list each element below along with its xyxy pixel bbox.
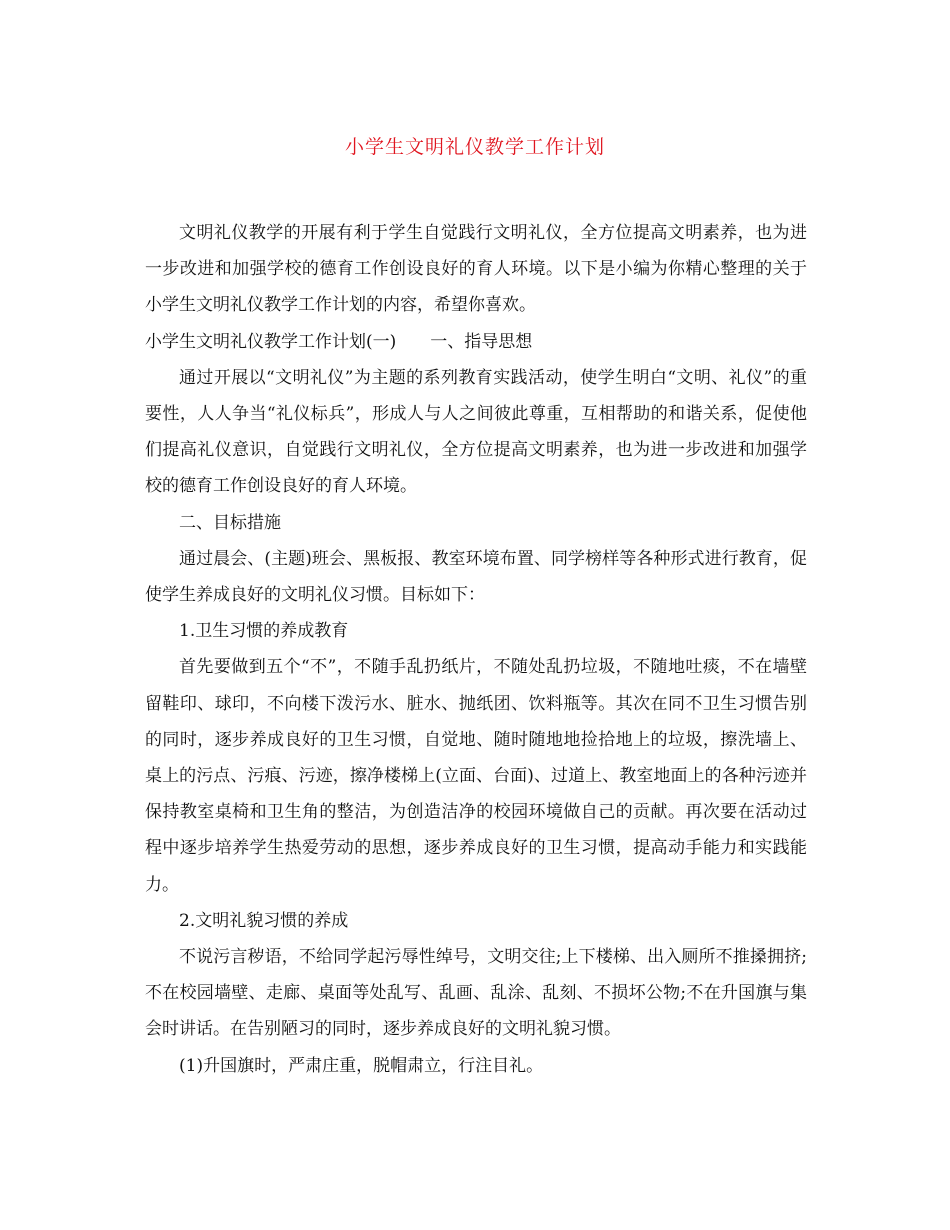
plan-heading-guiding-thought: 小学生文明礼仪教学工作计划(一) 一、指导思想 [145, 331, 533, 352]
intro-paragraph: 文明礼仪教学的开展有利于学生自觉践行文明礼仪，全方位提高文明素养，也为进一步改进和加强学校的德育工作创设良好的育人环境。以下是小编为你精心整理的关于小学生文明礼仪教学工作计划的内容，希望你喜欢。 [145, 223, 807, 316]
subheading-hygiene: 1.卫生习惯的养成教育 [179, 621, 349, 642]
guiding-thought-paragraph: 通过开展以“文明礼仪”为主题的系列教育实践活动，使学生明白“文明、礼仪”的重要性，人人争当“礼仪标兵”，形成人与人之间彼此尊重，互相帮助的和谐关系，促使他们提高礼仪意识，自觉践行文明礼仪，全方位提高文明素养，也为进一步改进和加强学校的德育工作创设良好的育人环境。 [145, 367, 807, 497]
goals-paragraph: 通过晨会、(主题)班会、黑板报、教室环境布置、同学榜样等各种形式进行教育，促使学生养成良好的文明礼仪习惯。目标如下： [145, 548, 807, 606]
document-body [145, 215, 807, 1084]
manners-paragraph: 不说污言秽语，不给同学起污辱性绰号，文明交往;上下楼梯、出入厕所不推搡拥挤;不在校园墙壁、走廊、桌面等处乱写、乱画、乱涂、乱刻、不损坏公物;不在升国旗与集会时讲话。在告别陋习的同时，逐步养成良好的文明礼貌习惯。 [145, 947, 807, 1040]
flag-raising-item: (1)升国旗时，严肃庄重，脱帽肃立，行注目礼。 [179, 1055, 544, 1076]
hygiene-paragraph: 首先要做到五个“不”，不随手乱扔纸片，不随处乱扔垃圾，不随地吐痰，不在墙壁留鞋印、球印，不向楼下泼污水、脏水、抛纸团、饮料瓶等。其次在同不卫生习惯告别的同时，逐步养成良好的卫生习惯，自觉地、随时随地地捡拾地上的垃圾，擦洗墙上、桌上的污点、污痕、污迹，擦净楼梯上(立面、台面)、过道上、教室地面上的各种污迹并保持教室桌椅和卫生角的整洁，为创造洁净的校园环境做自己的贡献。再次要在活动过程中逐步培养学生热爱劳动的思想，逐步养成良好的卫生习惯，提高动手能力和实践能力。 [145, 657, 807, 895]
subheading-manners: 2.文明礼貌习惯的养成 [179, 910, 349, 931]
document-title: 小学生文明礼仪教学工作计划 [344, 136, 605, 158]
section-heading-goals: 二、目标措施 [179, 512, 281, 533]
